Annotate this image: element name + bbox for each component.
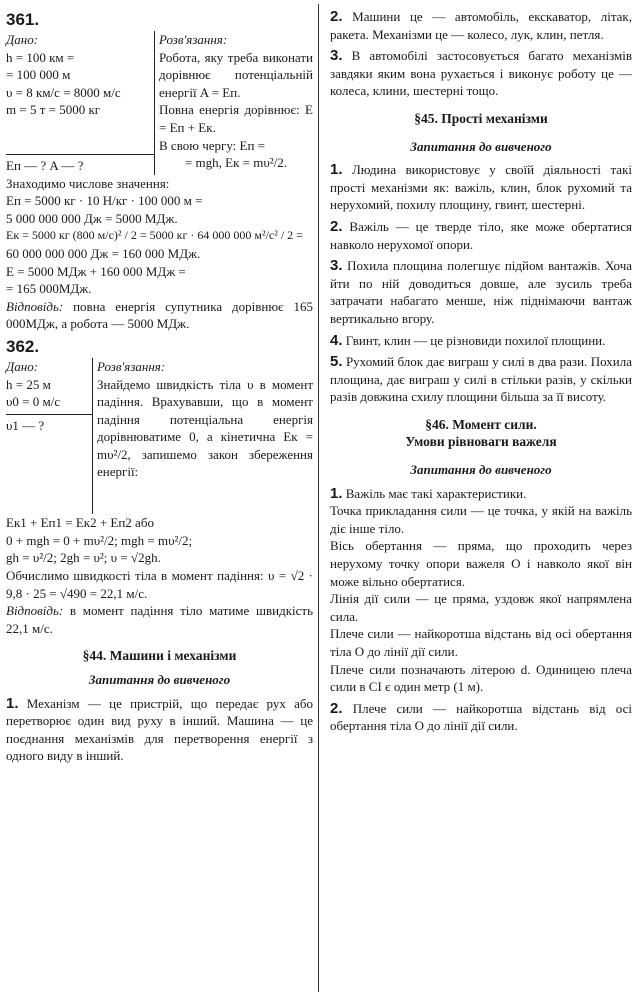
item-text: Людина використовує у своїй діяльності такі прості механізми як: важіль, клин, блок рухомий та нерухомий, похилу площину, гвинт, шестерні.: [330, 162, 633, 213]
item-text: Гвинт, клин — це різновиди похилої площини.: [345, 332, 606, 348]
section-45-title: §45. Прості механізми: [414, 110, 548, 126]
calc-line: Обчислимо швидкості тіла в момент падіння: υ = √2 · 9,8 · 25 = √490 = 22,1 м/с.: [6, 568, 313, 601]
formula-line: 0 + mgh = 0 + mυ²/2; mgh = mυ²/2;: [6, 532, 193, 548]
solution-label: Розв'язання:: [97, 358, 166, 374]
section-45-item: [330, 161, 632, 214]
item-number: 1.: [330, 161, 343, 179]
section-45-item: [330, 353, 632, 406]
column-divider: [318, 4, 319, 992]
item-number: 2.: [330, 217, 343, 235]
solution-formula: = mgh, Eк = mυ²/2.: [184, 155, 288, 171]
solution-text: В свою чергу: Eп =: [159, 137, 266, 153]
given-line: h = 100 км =: [6, 49, 75, 65]
given-line: υ0 = 0 м/с: [6, 394, 61, 410]
item-text: Механізм — це пристрій, що передає рух або перетворює один вид руху в інший. Машина — це поєднання механізмів для перетворення енергії з одного виду в інший.: [6, 695, 313, 764]
problem-361-find: Eп — ? A — ?: [6, 154, 154, 175]
calc-line: Eп = 5000 кг · 10 Н/кг · 100 000 м =: [6, 193, 203, 209]
item-number: 5.: [330, 353, 343, 371]
section-44-subtitle: Запитання до вивченого: [88, 672, 231, 688]
answer-361: [6, 298, 313, 333]
calc-line: = 165 000МДж.: [6, 281, 92, 297]
calc-line: 5 000 000 000 Дж = 5000 МДж.: [6, 210, 178, 226]
formula-line: gh = υ²/2; 2gh = υ²; υ = √2gh.: [6, 550, 161, 566]
section-44-item: [6, 695, 313, 765]
item-number: 2.: [330, 699, 343, 717]
calc-intro: Знаходимо числове значення:: [6, 175, 170, 191]
given-label: Дано:: [6, 358, 39, 374]
formula-line: Eк1 + Eп1 = Eк2 + Eп2 або: [6, 515, 154, 531]
answer-text: повна енергія супутника дорівнює 165 000МДж, а робота — 5000 МДж.: [6, 298, 313, 332]
given-line: h = 25 м: [6, 376, 51, 392]
item-number: 1.: [330, 484, 343, 502]
section-46-title: §46. Момент сили.: [425, 416, 537, 432]
section-46-item: [330, 700, 632, 735]
item-text: Важіль має такі характеристики.: [345, 485, 527, 501]
section-44-item: [330, 8, 632, 43]
calc-line: Eк = 5000 кг (800 м/с)² / 2 = 5000 кг · 64 000 000 м²/с² / 2 =: [6, 228, 303, 243]
problem-361-number: 361.: [6, 10, 40, 29]
answer-362: [6, 602, 313, 637]
problem-362-number: 362.: [6, 336, 40, 356]
left-column: [6, 8, 313, 992]
answer-label: Відповідь:: [6, 298, 64, 314]
item-number: 1.: [6, 694, 19, 712]
solution-text: Повна енергія дорівнює: E = Eп + Eк.: [159, 102, 313, 135]
item-number: 3.: [330, 47, 343, 65]
problem-361-given: [6, 31, 155, 175]
item-text: Похила площина полегшує підйом вантажів. Хоча йти по ній доводиться довше, але зусиль треба затрачати набагато менше, ніж піднімаючи вантаж вертикально вгору.: [330, 258, 632, 326]
answer-label: Відповідь:: [6, 603, 64, 619]
item-number: 4.: [330, 331, 343, 349]
problem-362-solution: [93, 358, 313, 514]
section-45-item: [330, 257, 632, 327]
item-text: Плече сили — найкоротша відстань від осі обертання тіла O до лінії дії сили.: [330, 700, 633, 734]
item-text: Плече сили — найкоротша відстань від осі обертання тіла O до лінії дії сили.: [330, 626, 632, 659]
solution-text: Знайдемо швидкість тіла υ в момент падіння. Врахувавши, що в момент падіння потенціальна енергія дорівнюватиме 0, а кінетична Eк = mυ²/2, запишемо закон збереження енергії:: [97, 376, 313, 480]
given-label: Дано:: [6, 32, 39, 47]
section-44-item: [330, 47, 632, 100]
problem-361-solution: [155, 31, 313, 175]
problem-362-given: [6, 358, 93, 514]
calc-line: E = 5000 МДж + 160 000 МДж =: [6, 263, 186, 279]
section-44-title: §44. Машини і механізми: [82, 648, 237, 664]
section-46-subtitle: Запитання до вивченого: [410, 462, 552, 478]
problem-361-given-block: [6, 31, 313, 175]
answer-text: в момент падіння тіло матиме швидкість 22,1 м/с.: [6, 603, 313, 636]
item-number: 3.: [330, 257, 343, 275]
section-46-item: [330, 485, 632, 503]
solution-label: Розв'язання:: [159, 32, 228, 47]
calc-line: 60 000 000 000 Дж = 160 000 МДж.: [6, 245, 201, 261]
section-45-item: [330, 332, 632, 350]
given-line: = 100 000 м: [6, 67, 71, 83]
item-text: Вісь обертання — пряма, що проходить через нерухому точку опори важеля O і навколо якої він може вільно обертатися.: [330, 538, 632, 589]
section-45-item: [330, 218, 632, 253]
section-46-title-line2: Умови рівноваги важеля: [405, 434, 557, 450]
given-line: υ = 8 км/с = 8000 м/с: [6, 84, 121, 100]
right-column: [330, 8, 632, 992]
section-45-subtitle: Запитання до вивченого: [410, 138, 552, 154]
item-text: Машини це — автомобіль, екскаватор, літак, ракета. Механізми це — колесо, лук, клин, петля.: [330, 9, 632, 42]
item-text: В автомобілі застосовується багато механізмів завдяки яким вона рухається і виконує роботу це — колеса, клини, шестерні тощо.: [330, 48, 633, 99]
solution-text: Робота, яку треба виконати дорівнює потенціальній енергії A = Eп.: [159, 49, 313, 100]
given-line: m = 5 т = 5000 кг: [6, 102, 101, 118]
item-text: Важіль — це тверде тіло, яке може обертатися навколо нерухомої опори.: [330, 218, 632, 252]
item-text: Плече сили позначають літерою d. Одиницею плеча сили в СІ є один метр (1 м).: [330, 661, 632, 695]
problem-362-find: υ1 — ?: [6, 414, 92, 435]
item-text: Лінія дії сили — це пряма, уздовж якої напрямлена сила.: [330, 591, 632, 624]
item-number: 2.: [330, 8, 343, 25]
item-text: Точка прикладання сили — це точка, у якій на важіль діє інше тіло.: [330, 503, 632, 536]
item-text: Рухомий блок дає виграш у силі в два рази. Похила площина, дає виграш у силі в стільки разів, у скільки разів довжина схилу площини більша за її висоту.: [330, 354, 632, 405]
problem-362-given-block: [6, 358, 313, 514]
